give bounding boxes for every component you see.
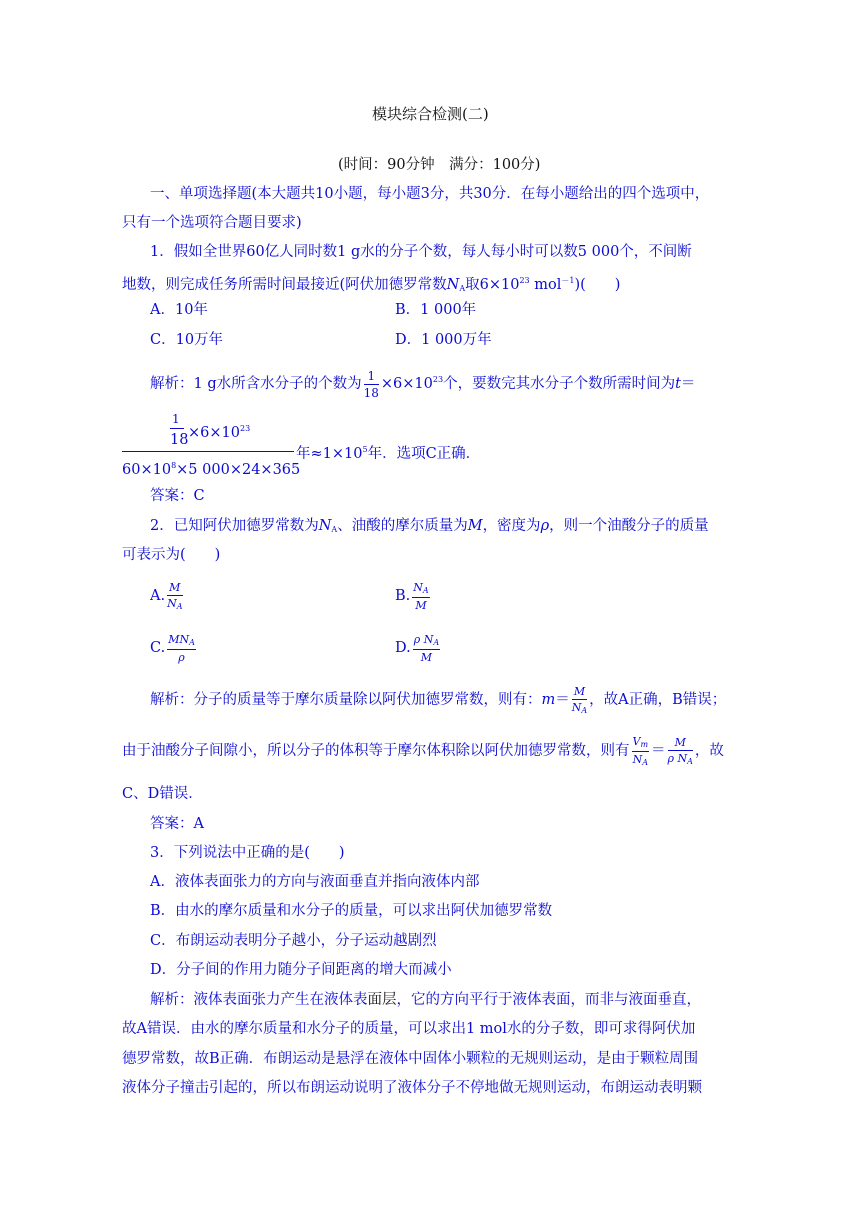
q1-frac-main-line: [122, 451, 294, 452]
q1-frac-result: 年$\approx 1\times 10^5$年．选项C正确．: [296, 445, 481, 462]
fraction-1-18: $\frac{1}{18}$: [363, 368, 379, 400]
q1-option-a: A．10年: [150, 302, 208, 318]
q1-answer: 答案：C: [150, 488, 205, 504]
q3-analysis-4: 液体分子撞击引起的，所以布朗运动说明了液体分子不停地做无规则运动，布朗运动表明颗: [122, 1080, 702, 1096]
q2-analysis-3: C、D错误．: [122, 786, 203, 802]
q2-option-a: A. $\frac{M}{N_A}$: [150, 580, 183, 611]
q2-answer: 答案：A: [150, 816, 204, 832]
q3-option-b: B．由水的摩尔质量和水分子的质量，可以求出阿伏加德罗常数: [150, 903, 553, 919]
q3-analysis-3: 德罗常数，故B正确．布朗运动是悬浮在液体中固体小颗粒的无规则运动，是由于颗粒周围: [122, 1051, 699, 1067]
q2-analysis-2: 由于油酸分子间隙小，所以分子的体积等于摩尔体积除以阿伏加德罗常数，则有 $\frac{V_m}{N_A}$ ＝ $\frac{M}{\rho N_A}$ ，故: [122, 734, 724, 767]
q1-frac-denominator: $60\times 10^8\times 5$ 000×24×365: [122, 461, 301, 478]
q2-option-d: D. $\frac{\rho N_A}{M}$: [395, 632, 440, 664]
q3-option-c: C．布朗运动表明分子越小，分子运动越剧烈: [150, 933, 437, 949]
q3-stem: 3．下列说法中正确的是( ): [150, 845, 345, 861]
q2-option-b: B. $\frac{N_A}{M}$: [395, 580, 429, 612]
q1-stem: 1．假如全世界60亿人同时数1 g水的分子个数，每人每小时可以数5 000个，不间断: [150, 244, 692, 260]
q1-frac-numerator: $\times 6\times 10^{23}$: [188, 424, 251, 441]
exam-meta: (时间：90分钟 满分：100分): [338, 157, 541, 173]
q1-stem-cont: 地数，则完成任务所需时间最接近(阿伏加德罗常数$N_A$取$6\times 10^{23}$ mol$^{-1}$)( ): [122, 276, 621, 293]
section-heading: 一、单项选择题(本大题共10小题，每小题3分，共30分．在每小题给出的四个选项中，: [150, 186, 710, 202]
q1-option-b: B．1 000年: [395, 302, 477, 318]
q1-option-d: D．1 000万年: [395, 332, 492, 348]
q2-stem: 2．已知阿伏加德罗常数为$N_A$、油酸的摩尔质量为M，密度为ρ，则一个油酸分子的质量: [150, 518, 709, 534]
q2-stem-cont: 可表示为( ): [122, 547, 221, 563]
page-title: 模块综合检测(二): [372, 105, 489, 123]
q1-frac-inner-line: [170, 428, 184, 429]
q1-option-c: C．10万年: [150, 332, 224, 348]
q3-analysis-2: 故A错误．由水的摩尔质量和水分子的质量，可以求出1 mol水的分子数，即可求得阿伏加: [122, 1021, 696, 1037]
q1-analysis: 解析：1 g水所含水分子的个数为 $\frac{1}{18}$ $\times 6\times 10^{23}$个，要数完其水分子个数所需时间为t＝: [150, 368, 696, 400]
q3-analysis-1: 解析：液体表面张力产生在液体表面层，它的方向平行于液体表面，而非与液面垂直，: [150, 992, 701, 1008]
q3-option-d: D．分子间的作用力随分子间距离的增大而减小: [150, 962, 452, 978]
q1-frac-inner-num: 1: [172, 412, 180, 426]
q1-frac-inner-den: 18: [170, 432, 189, 448]
section-heading-cont: 只有一个选项符合题目要求): [122, 215, 302, 231]
q2-analysis-1: 解析：分子的质量等于摩尔质量除以阿伏加德罗常数，则有：m＝ $\frac{M}{N_A}$ ，故A正确，B错误；: [150, 684, 727, 715]
q3-option-a: A．液体表面张力的方向与液面垂直并指向液体内部: [150, 874, 480, 890]
q2-option-c: C. $\frac{MN_A}{\rho}$: [150, 632, 195, 664]
